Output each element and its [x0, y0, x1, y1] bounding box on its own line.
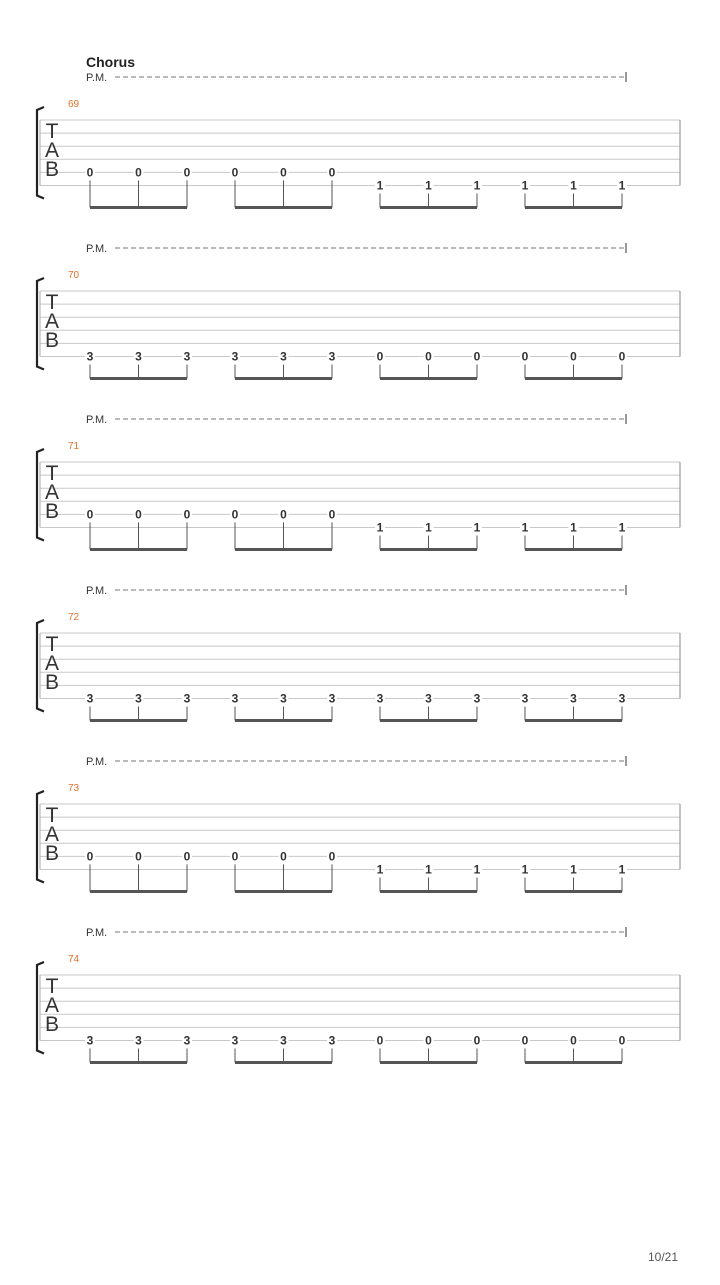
- fret-number: 3: [280, 349, 287, 364]
- tab-clef-letter: T: [45, 291, 59, 314]
- tab-clef-letter: B: [44, 329, 60, 352]
- fret-number: 0: [473, 1033, 481, 1048]
- fret-number: 3: [280, 1033, 287, 1048]
- fret-number: 3: [328, 1033, 336, 1048]
- fret-number: 3: [425, 691, 432, 706]
- tab-clef-letter: T: [45, 462, 59, 485]
- tab-clef-letter: T: [45, 804, 59, 827]
- measure-number: 74: [68, 954, 80, 965]
- fret-number: 0: [183, 507, 191, 522]
- fret-number: 3: [183, 349, 191, 364]
- fret-number: 0: [521, 349, 529, 364]
- fret-number: 1: [618, 178, 626, 193]
- fret-number: 1: [570, 178, 577, 193]
- fret-number: 0: [618, 1033, 626, 1048]
- tab-clef-letter: A: [44, 823, 60, 846]
- palm-mute-label: P.M.: [86, 72, 108, 84]
- measure-number: 71: [68, 441, 80, 452]
- fret-number: 3: [328, 691, 336, 706]
- fret-number: 0: [231, 165, 239, 180]
- tab-clef-letter: B: [44, 500, 60, 523]
- tab-clef-letter: B: [44, 158, 60, 181]
- measure-number: 73: [68, 783, 80, 794]
- fret-number: 0: [86, 849, 94, 864]
- fret-number: 1: [521, 862, 529, 877]
- fret-number: 0: [280, 849, 287, 864]
- fret-number: 3: [86, 691, 94, 706]
- fret-number: 3: [231, 691, 239, 706]
- fret-number: 1: [521, 520, 529, 535]
- palm-mute-label: P.M.: [86, 585, 108, 597]
- fret-number: 0: [425, 349, 432, 364]
- fret-number: 3: [183, 691, 191, 706]
- fret-number: 1: [521, 178, 529, 193]
- fret-number: 3: [280, 691, 287, 706]
- fret-number: 0: [570, 1033, 577, 1048]
- tab-clef-letter: A: [44, 652, 60, 675]
- fret-number: 0: [473, 349, 481, 364]
- fret-number: 1: [618, 520, 626, 535]
- page-indicator: 10/21: [647, 1250, 678, 1264]
- fret-number: 3: [135, 349, 142, 364]
- fret-number: 0: [183, 165, 191, 180]
- tab-clef-letter: A: [44, 139, 60, 162]
- palm-mute-label: P.M.: [86, 414, 108, 426]
- fret-number: 0: [376, 349, 384, 364]
- fret-number: 1: [570, 862, 577, 877]
- fret-number: 0: [86, 165, 94, 180]
- tab-clef-letter: B: [44, 671, 60, 694]
- fret-number: 3: [86, 1033, 94, 1048]
- fret-number: 3: [183, 1033, 191, 1048]
- tab-clef-letter: A: [44, 310, 60, 333]
- fret-number: 0: [183, 849, 191, 864]
- measure-number: 69: [68, 99, 80, 110]
- fret-number: 0: [135, 165, 142, 180]
- fret-number: 0: [376, 1033, 384, 1048]
- measure-number: 70: [68, 270, 80, 281]
- fret-number: 3: [135, 691, 142, 706]
- section-title: Chorus: [86, 54, 135, 70]
- fret-number: 3: [570, 691, 577, 706]
- fret-number: 0: [618, 349, 626, 364]
- fret-number: 0: [425, 1033, 432, 1048]
- fret-number: 1: [473, 862, 481, 877]
- fret-number: 0: [231, 507, 239, 522]
- fret-number: 0: [328, 849, 336, 864]
- tab-clef-letter: T: [45, 975, 59, 998]
- fret-number: 1: [425, 520, 432, 535]
- fret-number: 3: [135, 1033, 142, 1048]
- tab-clef-letter: A: [44, 994, 60, 1017]
- measure-number: 72: [68, 612, 80, 623]
- fret-number: 3: [473, 691, 481, 706]
- fret-number: 3: [618, 691, 626, 706]
- tab-clef-letter: T: [45, 633, 59, 656]
- fret-number: 0: [86, 507, 94, 522]
- fret-number: 1: [473, 520, 481, 535]
- fret-number: 0: [570, 349, 577, 364]
- palm-mute-label: P.M.: [86, 243, 108, 255]
- fret-number: 0: [135, 849, 142, 864]
- fret-number: 0: [328, 507, 336, 522]
- fret-number: 1: [376, 520, 384, 535]
- fret-number: 3: [231, 349, 239, 364]
- fret-number: 0: [280, 165, 287, 180]
- tab-clef-letter: B: [44, 1013, 60, 1036]
- palm-mute-label: P.M.: [86, 927, 108, 939]
- fret-number: 3: [376, 691, 384, 706]
- fret-number: 3: [86, 349, 94, 364]
- tab-clef-letter: T: [45, 120, 59, 143]
- palm-mute-label: P.M.: [86, 756, 108, 768]
- tab-clef-letter: B: [44, 842, 60, 865]
- fret-number: 1: [473, 178, 481, 193]
- fret-number: 0: [328, 165, 336, 180]
- fret-number: 0: [280, 507, 287, 522]
- fret-number: 3: [521, 691, 529, 706]
- fret-number: 1: [618, 862, 626, 877]
- fret-number: 0: [231, 849, 239, 864]
- tab-clef-letter: A: [44, 481, 60, 504]
- fret-number: 1: [425, 178, 432, 193]
- fret-number: 1: [376, 178, 384, 193]
- fret-number: 0: [135, 507, 142, 522]
- fret-number: 3: [231, 1033, 239, 1048]
- fret-number: 1: [570, 520, 577, 535]
- fret-number: 1: [376, 862, 384, 877]
- fret-number: 3: [328, 349, 336, 364]
- fret-number: 1: [425, 862, 432, 877]
- fret-number: 0: [521, 1033, 529, 1048]
